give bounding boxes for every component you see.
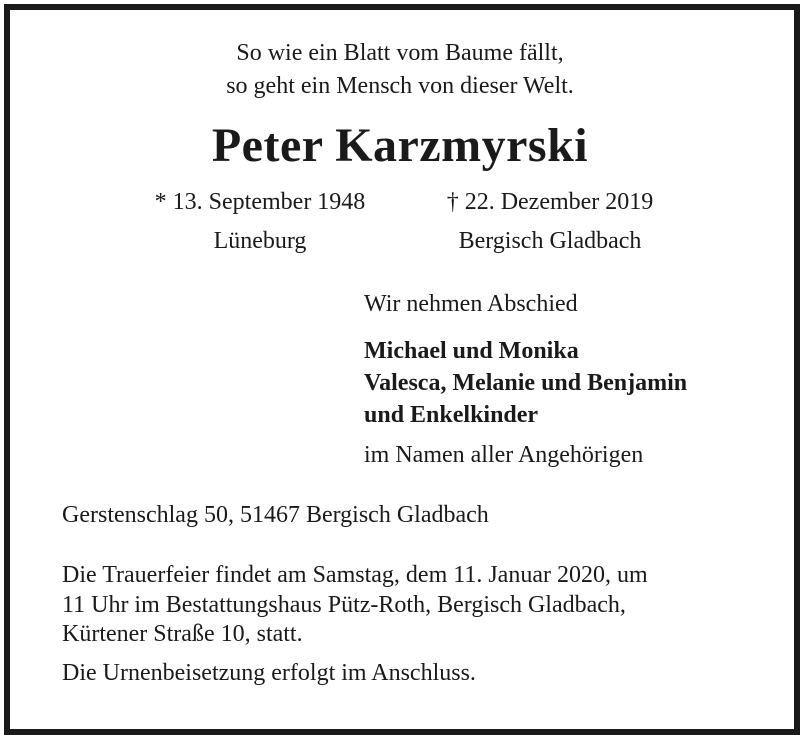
birth-place: Lüneburg: [213, 228, 307, 254]
mourners-closing: im Namen aller Angehörigen: [364, 442, 644, 468]
birth-date: * 13. September 1948: [154, 189, 366, 215]
ceremony-line-1: Die Trauerfeier findet am Samstag, dem 11. Januar 2020, um: [62, 562, 648, 588]
ceremony-line-3: Kürtener Straße 10, statt.: [62, 621, 303, 647]
burial-info: Die Urnenbeisetzung erfolgt im Anschluss.: [62, 660, 476, 686]
mourner-names-2: Valesca, Melanie und Benjamin: [364, 370, 688, 396]
death-place: Bergisch Gladbach: [458, 228, 642, 254]
mourner-names-3: und Enkelkinder: [364, 402, 539, 428]
ceremony-line-2: 11 Uhr im Bestattungshaus Pütz-Roth, Bergisch Gladbach,: [62, 592, 626, 618]
verse-line-2: so geht ein Mensch von dieser Welt.: [226, 73, 574, 99]
farewell-intro: Wir nehmen Abschied: [364, 291, 578, 317]
mourner-names-1: Michael und Monika: [364, 338, 579, 364]
verse-line-1: So wie ein Blatt vom Baume fällt,: [236, 40, 564, 66]
deceased-name: Peter Karzmyrski: [211, 119, 589, 172]
death-date: † 22. Dezember 2019: [446, 189, 654, 215]
address: Gerstenschlag 50, 51467 Bergisch Gladbach: [62, 502, 489, 528]
